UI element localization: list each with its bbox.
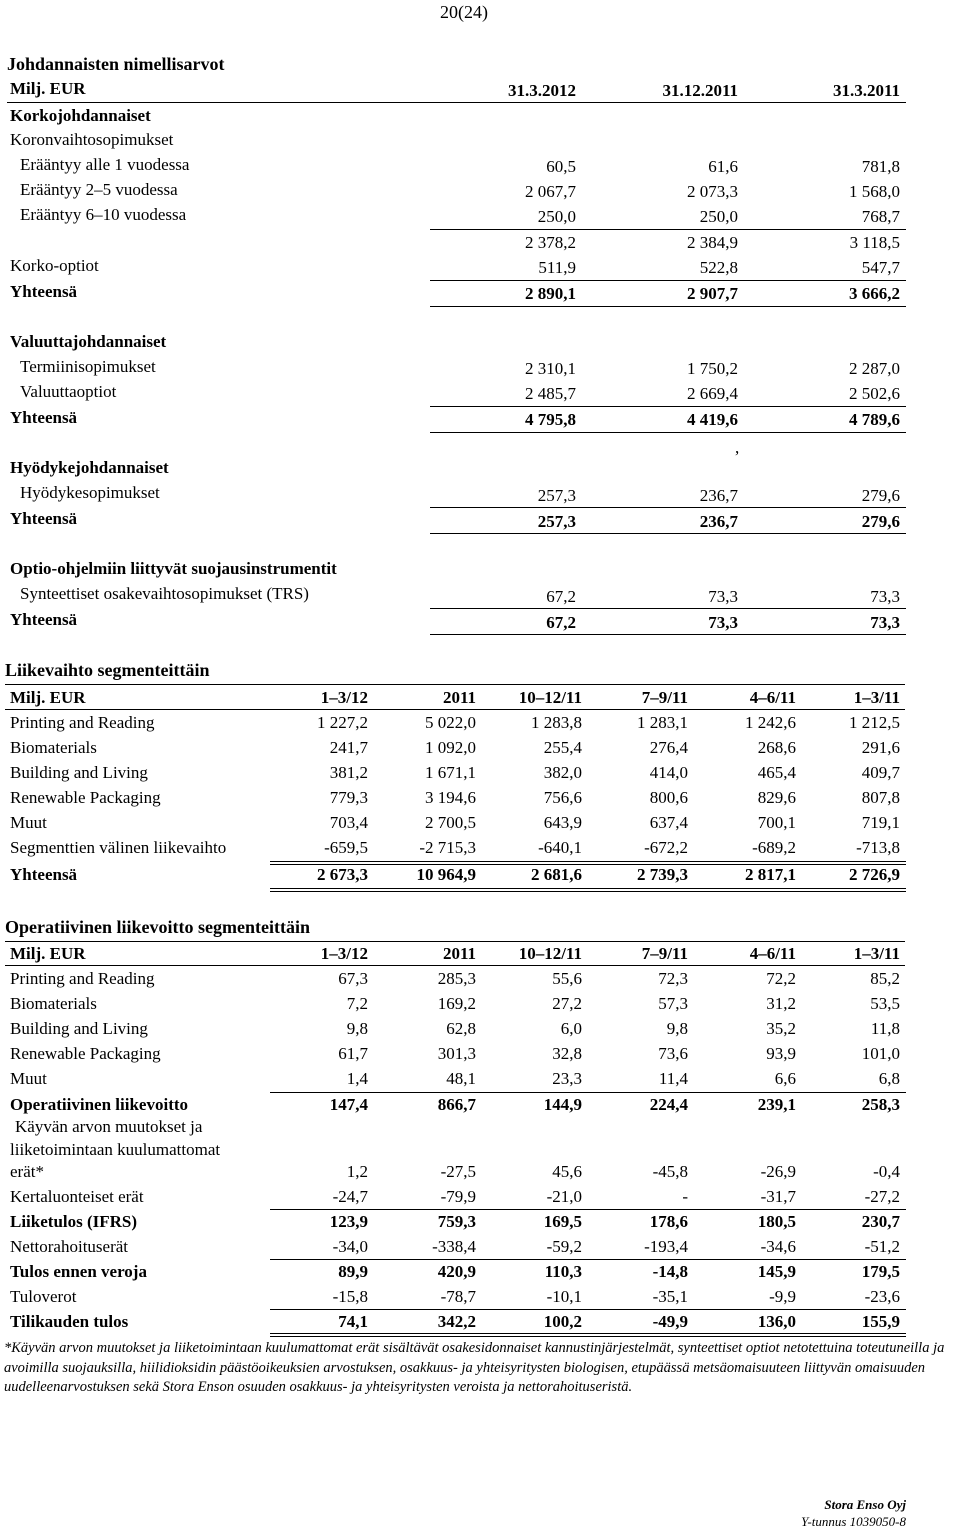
cell: 6,6 [774, 1069, 796, 1088]
col-header: 2011 [442, 944, 476, 963]
cell: 3 118,5 [849, 233, 900, 252]
cell: 807,8 [861, 788, 900, 807]
cell: 2 310,1 [525, 359, 576, 378]
cell: 257,3 [537, 486, 576, 505]
cell: 147,4 [329, 1095, 368, 1114]
cell: -31,7 [760, 1187, 796, 1206]
cell: 700,1 [757, 813, 796, 832]
cell: 301,3 [437, 1044, 476, 1063]
cell: 637,4 [649, 813, 688, 832]
cell: 123,9 [329, 1212, 368, 1231]
cell: 9,8 [666, 1019, 688, 1038]
cell: 55,6 [552, 969, 582, 988]
cell: 1 283,1 [637, 713, 688, 732]
cell: -14,8 [652, 1262, 688, 1281]
row-label: Yhteensä [10, 865, 78, 884]
cell: -35,1 [652, 1287, 688, 1306]
cell: -26,9 [760, 1162, 796, 1181]
cell: 4 789,6 [849, 410, 900, 429]
cell: 257,3 [537, 512, 576, 531]
cell: 547,7 [861, 258, 900, 277]
cell: 5 022,0 [425, 713, 476, 732]
cell: -193,4 [644, 1237, 688, 1256]
row-label-line: liiketoimintaan kuulumattomat [10, 1140, 221, 1159]
row-label-line: erät* [10, 1162, 44, 1181]
col-header: 7–9/11 [641, 944, 688, 963]
cell: -27,5 [440, 1162, 476, 1181]
cell: 866,7 [437, 1095, 476, 1114]
row-label: Muut [10, 1069, 47, 1088]
cell: 67,2 [546, 613, 576, 632]
row-label: Termiinisopimukset [20, 357, 156, 376]
cell: 169,2 [437, 994, 476, 1013]
cell: 101,0 [861, 1044, 900, 1063]
cell: 67,2 [546, 587, 576, 606]
cell: 2 739,3 [637, 865, 688, 884]
cell: 276,4 [649, 738, 688, 757]
total-underline [270, 1333, 906, 1337]
cell: 241,7 [329, 738, 368, 757]
col-header: 1–3/12 [320, 944, 368, 963]
cell: 45,6 [552, 1162, 582, 1181]
row-label: Building and Living [10, 763, 148, 782]
cell: -59,2 [546, 1237, 582, 1256]
row-label: Printing and Reading [10, 969, 155, 988]
cell: 781,8 [861, 157, 900, 176]
cell: 3 666,2 [849, 284, 900, 303]
cell: 2 502,6 [849, 384, 900, 403]
cell: 1,2 [346, 1162, 368, 1181]
cell: 144,9 [543, 1095, 582, 1114]
row-label: Biomaterials [10, 994, 97, 1013]
cell: 703,4 [329, 813, 368, 832]
cell: 2 890,1 [525, 284, 576, 303]
row-label: Segmenttien välinen liikevaihto [10, 838, 227, 857]
total-rule [430, 406, 906, 407]
cell: 2 287,0 [849, 359, 900, 378]
cell: 250,0 [699, 207, 738, 226]
commodity-heading: Hyödykejohdannaiset [10, 458, 169, 477]
cell: -49,9 [652, 1312, 688, 1331]
cell: 829,6 [757, 788, 796, 807]
cell: 155,9 [861, 1312, 900, 1331]
cell: 1 092,0 [425, 738, 476, 757]
subtotal-rule [430, 229, 906, 230]
cell: 2 673,3 [317, 865, 368, 884]
cell: 32,8 [552, 1044, 582, 1063]
op-profit-title: Operatiivinen liikevoitto segmenteittäin [5, 917, 310, 937]
cell: 759,3 [437, 1212, 476, 1231]
cell: -640,1 [538, 838, 582, 857]
row-label: Erääntyy alle 1 vuodessa [20, 155, 190, 174]
cell: 1 283,8 [531, 713, 582, 732]
cell: 409,7 [861, 763, 900, 782]
cell: 420,9 [437, 1262, 476, 1281]
cell: 2 073,3 [687, 182, 738, 201]
cell: 53,5 [870, 994, 900, 1013]
row-label: Kertaluonteiset erät [10, 1187, 144, 1206]
row-label: Synteettiset osakevaihtosopimukset (TRS) [20, 584, 309, 603]
cell: -45,8 [652, 1162, 688, 1181]
cell: 239,1 [757, 1095, 796, 1114]
cell: 180,5 [757, 1212, 796, 1231]
cell: -338,4 [432, 1237, 476, 1256]
cell: 2 485,7 [525, 384, 576, 403]
cell: 756,6 [543, 788, 582, 807]
footnote: *Käyvän arvon muutokset ja liiketoimintaan kuulumattomat erät sisältävät osakesidonnaiset kannustinjärjestelmät, synteettiset optiot netotettuina toteutuneilla ja avoimilla suojauksilla, hiilidioksidin päästöoikeuksien arvostuksen, osakkuus- ja yhteisyritysten biologisen, etupäässä metsäomaisuuteen liittyvän omaisuuden uudelleenarvostuksen sekä Stora Enson osuuden osakkuus- ja yhteisyritysten veroista ja nettorahoituseristä. [4, 1340, 945, 1395]
row-label: Yhteensä [10, 408, 78, 427]
cell: 48,1 [446, 1069, 476, 1088]
cell: 2 384,9 [687, 233, 738, 252]
cell: 2 700,5 [425, 813, 476, 832]
cell: 2 378,2 [525, 233, 576, 252]
cell: 236,7 [699, 486, 738, 505]
row-label: Renewable Packaging [10, 1044, 161, 1063]
cell: 291,6 [861, 738, 900, 757]
page-number: 20(24) [440, 2, 488, 22]
cell: 179,5 [861, 1262, 900, 1281]
col-header: 10–12/11 [518, 688, 582, 707]
cell: 85,2 [870, 969, 900, 988]
cell: 279,6 [861, 512, 900, 531]
cell: 67,3 [338, 969, 368, 988]
header-rule [7, 102, 906, 103]
cell: -79,9 [440, 1187, 476, 1206]
cell: 511,9 [538, 258, 576, 277]
cell: 268,6 [757, 738, 796, 757]
total-underline [430, 432, 906, 433]
cell: -713,8 [856, 838, 900, 857]
cell: 74,1 [338, 1312, 368, 1331]
row-label: Tilikauden tulos [10, 1312, 129, 1331]
cell: 1 212,5 [849, 713, 900, 732]
row-label: Biomaterials [10, 738, 97, 757]
row-label: Tulos ennen veroja [10, 1262, 147, 1281]
cell: 31,2 [766, 994, 796, 1013]
cell: 2 817,1 [745, 865, 796, 884]
subtotal-rule [270, 1092, 906, 1093]
business-id: Y-tunnus 1039050-8 [801, 1514, 906, 1529]
cell: -15,8 [332, 1287, 368, 1306]
cell: 250,0 [537, 207, 576, 226]
col-header: 4–6/11 [749, 944, 796, 963]
cell: -689,2 [752, 838, 796, 857]
row-label: Erääntyy 6–10 vuodessa [20, 205, 187, 224]
cell: 6,8 [878, 1069, 900, 1088]
cell: 72,3 [658, 969, 688, 988]
cell: 11,4 [658, 1069, 688, 1088]
interest-subheading: Koronvaihtosopimukset [10, 130, 174, 149]
cell: -10,1 [546, 1287, 582, 1306]
cell: 62,8 [446, 1019, 476, 1038]
cell: -659,5 [324, 838, 368, 857]
cell: -21,0 [546, 1187, 582, 1206]
cell: 11,8 [870, 1019, 900, 1038]
cell: 779,3 [329, 788, 368, 807]
row-label-line: Käyvän arvon muutokset ja [15, 1117, 203, 1136]
company-name: Stora Enso Oyj [824, 1497, 906, 1512]
stray-mark: , [735, 438, 740, 457]
cell: 73,6 [658, 1044, 688, 1063]
cell: 719,1 [861, 813, 900, 832]
cell: 1,4 [346, 1069, 368, 1088]
option-hedges-heading: Optio-ohjelmiin liittyvät suojausinstrumentit [10, 559, 337, 578]
cell: 136,0 [757, 1312, 796, 1331]
cell: -9,9 [769, 1287, 796, 1306]
cell: -34,0 [332, 1237, 368, 1256]
cell: -34,6 [760, 1237, 796, 1256]
row-label: Nettorahoituserät [10, 1237, 129, 1256]
cell: 414,0 [649, 763, 688, 782]
header-rule [5, 941, 905, 942]
total-underline [270, 888, 906, 892]
row-label: Korko-optiot [10, 256, 99, 275]
cell: -0,4 [873, 1162, 900, 1181]
col-header: 1–3/11 [853, 688, 900, 707]
cell: 110,3 [544, 1262, 582, 1281]
cell: 285,3 [437, 969, 476, 988]
row-label: Erääntyy 2–5 vuodessa [20, 180, 178, 199]
header-rule [5, 684, 905, 685]
total-rule [430, 608, 906, 609]
cell: - [682, 1187, 688, 1206]
row-label: Printing and Reading [10, 713, 155, 732]
col-header: 4–6/11 [749, 688, 796, 707]
total-underline [430, 533, 906, 534]
cell: 255,4 [543, 738, 582, 757]
cell: 1 568,0 [849, 182, 900, 201]
cell: 89,9 [338, 1262, 368, 1281]
cell: 2 681,6 [531, 865, 582, 884]
cell: 73,3 [870, 613, 900, 632]
subtotal-rule [270, 1309, 906, 1310]
cell: 4 795,8 [525, 410, 576, 429]
cell: 73,3 [708, 587, 738, 606]
cell: 522,8 [699, 258, 738, 277]
col-header: 1–3/11 [853, 944, 900, 963]
cell: -24,7 [332, 1187, 368, 1206]
row-label: Tuloverot [10, 1287, 77, 1306]
row-label: Building and Living [10, 1019, 148, 1038]
header-rule [5, 965, 905, 966]
cell: 145,9 [757, 1262, 796, 1281]
cell: -2 715,3 [419, 838, 476, 857]
cell: 4 419,6 [687, 410, 738, 429]
cell: 342,2 [437, 1312, 476, 1331]
col-header: 7–9/11 [641, 688, 688, 707]
cell: 382,0 [543, 763, 582, 782]
cell: 6,0 [560, 1019, 582, 1038]
cell: 7,2 [346, 994, 368, 1013]
cell: 465,4 [757, 763, 796, 782]
cell: 768,7 [861, 207, 900, 226]
cell: 236,7 [699, 512, 738, 531]
row-label: Yhteensä [10, 610, 78, 629]
cell: -27,2 [864, 1187, 900, 1206]
cell: 800,6 [649, 788, 688, 807]
cell: 279,6 [861, 486, 900, 505]
cell: -672,2 [644, 838, 688, 857]
cell: 2 726,9 [849, 865, 900, 884]
cell: 1 671,1 [425, 763, 476, 782]
cell: 1 227,2 [317, 713, 368, 732]
cell: 27,2 [552, 994, 582, 1013]
cell: 381,2 [329, 763, 368, 782]
total-underline [430, 634, 906, 635]
col-header: 10–12/11 [518, 944, 582, 963]
notional-unit: Milj. EUR [10, 79, 86, 98]
cell: 230,7 [861, 1212, 900, 1231]
cell: 57,3 [658, 994, 688, 1013]
cell: -51,2 [864, 1237, 900, 1256]
sales-title: Liikevaihto segmenteittäin [5, 660, 210, 680]
cell: 2 669,4 [687, 384, 738, 403]
total-rule [430, 280, 906, 281]
cell: 61,6 [708, 157, 738, 176]
cell: 35,2 [766, 1019, 796, 1038]
cell: 61,7 [338, 1044, 368, 1063]
row-label: Renewable Packaging [10, 788, 161, 807]
cell: -23,6 [864, 1287, 900, 1306]
cell: 2 907,7 [687, 284, 738, 303]
cell: 1 750,2 [687, 359, 738, 378]
cell: 2 067,7 [525, 182, 576, 201]
cell: -78,7 [440, 1287, 476, 1306]
notional-col-header: 31.3.2011 [832, 81, 900, 100]
cell: 100,2 [543, 1312, 582, 1331]
cell: 93,9 [766, 1044, 796, 1063]
row-label: Hyödykesopimukset [20, 483, 160, 502]
notional-col-header: 31.12.2011 [662, 81, 738, 100]
col-header: 2011 [442, 688, 476, 707]
notional-col-header: 31.3.2012 [508, 81, 576, 100]
cell: 1 242,6 [745, 713, 796, 732]
total-underline [430, 306, 906, 307]
cell: 258,3 [861, 1095, 900, 1114]
cell: 10 964,9 [416, 865, 476, 884]
currency-heading: Valuuttajohdannaiset [10, 332, 167, 351]
unit-label: Milj. EUR [10, 944, 86, 963]
cell: 169,5 [543, 1212, 582, 1231]
row-label: Yhteensä [10, 282, 78, 301]
row-label: Valuuttaoptiot [20, 382, 117, 401]
interest-heading: Korkojohdannaiset [10, 106, 151, 125]
cell: 73,3 [870, 587, 900, 606]
header-rule [5, 709, 905, 710]
cell: 643,9 [543, 813, 582, 832]
cell: 224,4 [649, 1095, 688, 1114]
cell: 72,2 [766, 969, 796, 988]
cell: 60,5 [546, 157, 576, 176]
col-header: 1–3/12 [320, 688, 368, 707]
cell: 178,6 [649, 1212, 688, 1231]
subtotal-rule [270, 1209, 906, 1210]
row-label: Liiketulos (IFRS) [10, 1212, 138, 1231]
cell: 9,8 [346, 1019, 368, 1038]
cell: 73,3 [708, 613, 738, 632]
subtotal-rule [270, 1259, 906, 1260]
row-label: Operatiivinen liikevoitto [10, 1095, 189, 1114]
row-label: Yhteensä [10, 509, 78, 528]
total-rule [430, 507, 906, 508]
unit-label: Milj. EUR [10, 688, 86, 707]
row-label: Muut [10, 813, 47, 832]
notional-title: Johdannaisten nimellisarvot [7, 54, 225, 74]
cell: 23,3 [552, 1069, 582, 1088]
cell: 3 194,6 [425, 788, 476, 807]
